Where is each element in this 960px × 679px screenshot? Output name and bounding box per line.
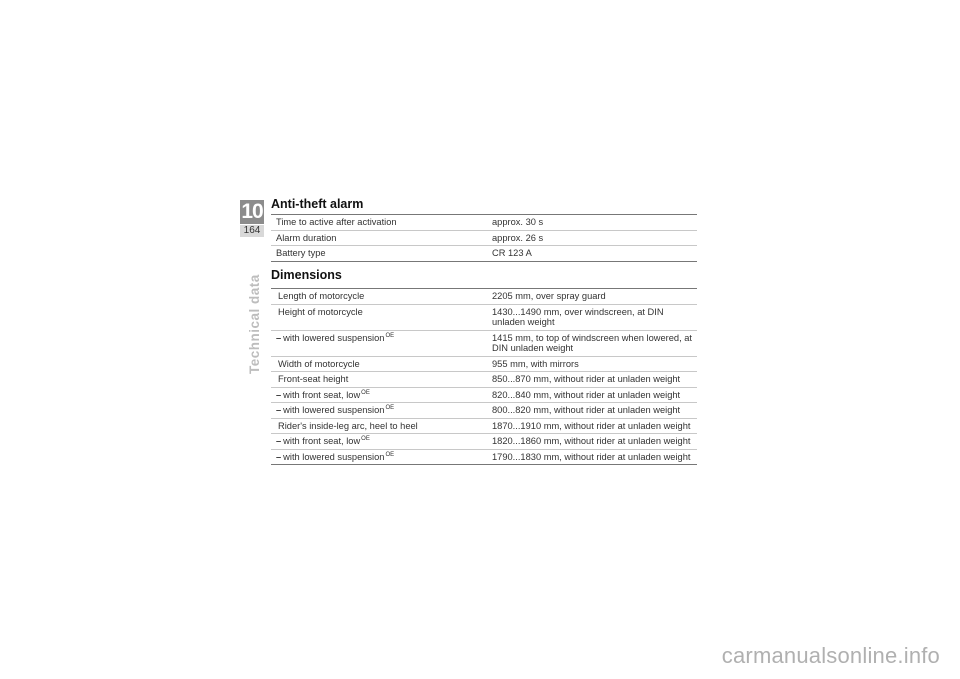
row-label [271, 356, 484, 372]
row-label: Alarm duration [271, 230, 484, 246]
table-row [271, 372, 697, 388]
row-value: 850...870 mm, without rider at unladen weight [484, 372, 697, 388]
row-label [271, 387, 484, 403]
row-value: 2205 mm, over spray guard [484, 289, 697, 305]
sub-item-dash: – [276, 436, 282, 446]
row-value: 1820...1860 mm, without rider at unladen weight [484, 434, 697, 450]
optional-equipment-mark: OE [385, 332, 395, 339]
row-value: 820...840 mm, without rider at unladen weight [484, 387, 697, 403]
row-label-text: Rider's inside-leg arc, heel to heel [278, 420, 418, 431]
row-label [271, 418, 484, 434]
table-row [271, 246, 697, 262]
table-row [271, 449, 697, 465]
row-label-text: with lowered suspension [283, 332, 385, 343]
row-value: 1790...1830 mm, without rider at unladen weight [484, 449, 697, 465]
table-row [271, 403, 697, 419]
table-row [271, 434, 697, 450]
sub-item-dash: – [276, 332, 282, 343]
row-label [271, 403, 484, 419]
chapter-title: Technical data [247, 274, 262, 374]
optional-equipment-mark: OE [361, 389, 370, 396]
row-label [271, 304, 484, 330]
sub-item-dash: – [276, 389, 282, 400]
anti-theft-alarm-table [271, 214, 697, 262]
page-number: 164 [240, 225, 264, 237]
row-label-text: Front-seat height [278, 374, 349, 384]
table-row [271, 387, 697, 403]
row-label: Battery type [271, 246, 484, 262]
row-label [271, 330, 484, 356]
row-label-text: with front seat, low [283, 436, 361, 446]
row-label-text: Width of motorcycle [278, 358, 360, 369]
optional-equipment-mark: OE [361, 436, 370, 442]
optional-equipment-mark: OE [385, 451, 395, 458]
sub-item-dash: – [276, 405, 282, 415]
table-row [271, 418, 697, 434]
chapter-number: 10 [241, 200, 263, 223]
row-value: 955 mm, with mirrors [484, 356, 697, 372]
row-value: 1415 mm, to top of windscreen when lowered, at DIN unladen weight [484, 330, 697, 356]
section-heading-anti-theft-alarm: Anti-theft alarm [271, 197, 364, 211]
row-value: 800...820 mm, without rider at unladen weight [484, 403, 697, 419]
table-row [271, 230, 697, 246]
row-label-text: Length of motorcycle [278, 291, 365, 301]
row-label [271, 289, 484, 305]
row-label-text: with lowered suspension [283, 405, 385, 415]
table-row [271, 356, 697, 372]
row-label [271, 434, 484, 450]
row-label-text: with lowered suspension [283, 451, 385, 462]
row-label [271, 372, 484, 388]
row-label: Time to active after activation [271, 215, 484, 231]
section-heading-dimensions: Dimensions [271, 268, 342, 282]
row-value: CR 123 A [484, 246, 697, 262]
row-label [271, 449, 484, 465]
table-row [271, 304, 697, 330]
row-label-text: Height of motorcycle [278, 306, 363, 317]
table-row [271, 215, 697, 231]
row-value: approx. 30 s [484, 215, 697, 231]
row-value: 1870...1910 mm, without rider at unladen weight [484, 418, 697, 434]
table-row [271, 330, 697, 356]
row-value: 1430...1490 mm, over windscreen, at DIN unladen weight [484, 304, 697, 330]
row-label-text: with front seat, low [283, 389, 361, 400]
dimensions-table [271, 288, 697, 465]
watermark: carmanualsonline.info [721, 643, 940, 668]
table-row [271, 289, 697, 305]
row-value: approx. 26 s [484, 230, 697, 246]
optional-equipment-mark: OE [385, 405, 395, 411]
sub-item-dash: – [276, 451, 282, 462]
